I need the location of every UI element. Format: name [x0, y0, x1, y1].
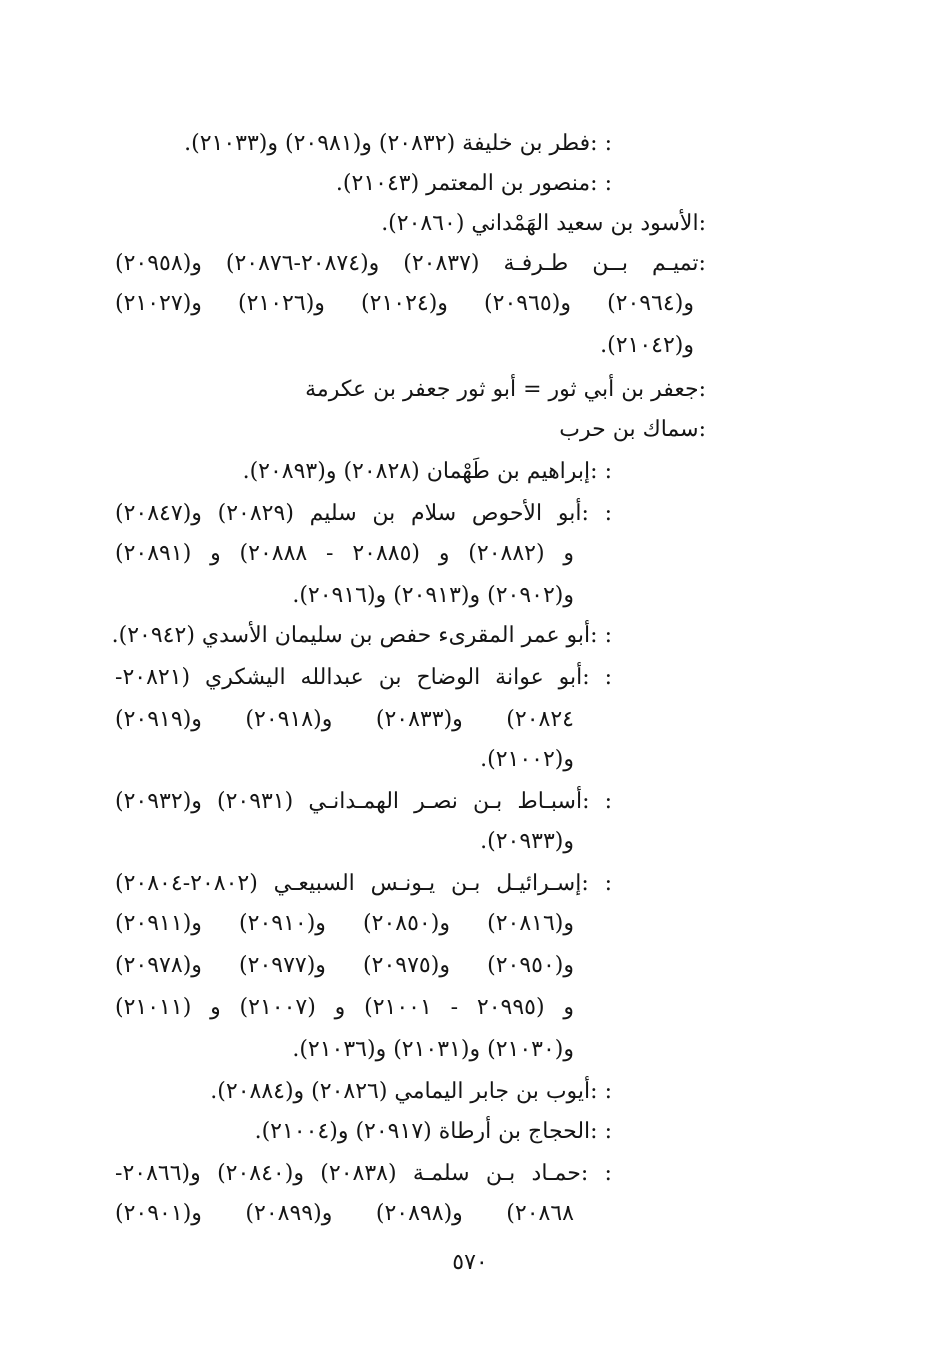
entry-marker: : : — [590, 1119, 612, 1144]
entry-marker: : : — [590, 459, 612, 484]
entry-text: حمـاد بـن سلمـة (٢٠٨٣٨) و(٢٠٨٤٠) و(٢٠٨٦٦- — [115, 1161, 581, 1186]
entry-text: و(٢٠٩٥٠) و(٢٠٩٧٥) و(٢٠٩٧٧) و(٢٠٩٧٨) — [115, 953, 574, 978]
text-line — [292, 576, 574, 616]
entry-text: و(٢٠٨١٦) و(٢٠٨٥٠) و(٢٠٩١٠) و(٢٠٩١١) — [115, 911, 574, 936]
text-line — [243, 452, 612, 492]
text-line — [559, 410, 706, 450]
entry-marker: : : — [581, 501, 612, 526]
text-line — [115, 284, 694, 324]
entry-text: سماك بن حرب — [559, 417, 699, 442]
entry-text: أسبـاط بـن نصـر الهمـدانـي (٢٠٩٣١) و(٢٠٩٣٢) — [115, 789, 583, 814]
text-line — [336, 164, 612, 204]
text-line — [381, 204, 706, 244]
entry-text: إبراهيم بن طَهْمان (٢٠٨٢٨) و(٢٠٨٩٣). — [242, 459, 591, 484]
entry-text: و(٢٠٩٣٣). — [480, 829, 574, 854]
entry-text: ٢٠٨٦٨) و(٢٠٨٩٨) و(٢٠٨٩٩) و(٢٠٩٠١) — [115, 1201, 574, 1226]
entry-text: و(٢١٠٠٢). — [480, 747, 574, 772]
entry-text: و (٢٠٨٨٢) و (٢٠٨٨٥ - ٢٠٨٨٨) و (٢٠٨٩١) — [115, 541, 575, 566]
entry-text: أيوب بن جابر اليمامي (٢٠٨٢٦) و(٢٠٨٨٤). — [210, 1079, 591, 1104]
text-line — [115, 494, 612, 534]
entry-text: فطر بن خليفة (٢٠٨٣٢) و(٢٠٩٨١) و(٢١٠٣٣). — [184, 131, 591, 156]
text-line — [115, 700, 574, 740]
text-line — [115, 534, 574, 574]
entry-text: أبو عمر المقرىء حفص بن سليمان الأسدي (٢٠٩٤٢). — [111, 623, 591, 648]
entry-marker: : — [698, 417, 706, 442]
entry-marker: : : — [580, 1161, 612, 1186]
entry-text: الحجاج بن أرطاة (٢٠٩١٧) و(٢١٠٠٤). — [254, 1119, 591, 1144]
entry-text: و(٢١٠٣٠) و(٢١٠٣١) و(٢١٠٣٦). — [292, 1037, 574, 1062]
entry-text: و (٢٠٩٩٥ - ٢١٠٠١) و (٢١٠٠٧) و (٢١٠١١) — [115, 995, 575, 1020]
entry-text: ٢٠٨٢٤) و(٢٠٨٣٣) و(٢٠٩١٨) و(٢٠٩١٩) — [115, 707, 574, 732]
text-line — [115, 244, 706, 284]
entry-marker: : : — [590, 1079, 612, 1104]
entry-text: و(٢١٠٤٢). — [600, 333, 694, 358]
entry-text: تميـم بــن طـرفـة (٢٠٨٣٧) و(٢٠٨٧٤-٢٠٨٧٦) و(٢٠٩٥٨) — [115, 251, 699, 276]
entry-text: الأسود بن سعيد الهَمْداني (٢٠٨٦٠). — [381, 211, 699, 236]
entry-text: و(٢٠٩٦٤) و(٢٠٩٦٥) و(٢١٠٢٤) و(٢١٠٢٦) و(٢١٠٢٧) — [115, 291, 694, 316]
text-line — [115, 658, 612, 698]
text-line — [115, 782, 612, 822]
text-line — [115, 946, 574, 986]
entry-text: أبو الأحوص سلام بن سليم (٢٠٨٢٩) و(٢٠٨٤٧) — [115, 501, 582, 526]
text-line — [210, 1072, 612, 1112]
entry-marker: : : — [590, 131, 612, 156]
entry-marker: : : — [581, 871, 612, 896]
text-line — [115, 988, 574, 1028]
entry-text: أبو عوانة الوضاح بن عبدالله اليشكري (٢٠٨٢١- — [115, 665, 583, 690]
text-line — [115, 904, 574, 944]
text-line — [305, 370, 706, 410]
entry-marker: : — [698, 211, 706, 236]
text-line — [184, 124, 612, 164]
text-line — [115, 864, 612, 904]
entry-text: منصور بن المعتمر (٢١٠٤٣). — [335, 171, 591, 196]
text-line — [600, 326, 694, 366]
entry-marker: : : — [590, 171, 612, 196]
entry-marker: : : — [590, 623, 612, 648]
entry-text: و(٢٠٩٠٢) و(٢٠٩١٣) و(٢٠٩١٦). — [292, 583, 574, 608]
entry-text: جعفر بن أبي ثور = أبو ثور جعفر بن عكرمة — [305, 377, 699, 402]
entry-marker: : : — [582, 789, 612, 814]
text-line — [115, 1194, 574, 1234]
text-line — [112, 616, 612, 656]
text-line — [480, 740, 574, 780]
entry-marker: : — [698, 377, 706, 402]
text-line — [480, 822, 574, 862]
text-line — [115, 1154, 612, 1194]
text-line — [292, 1030, 574, 1070]
entry-text: إسـرائيـل بـن يـونـس السبيعـي (٢٠٨٠٢-٢٠٨٠٤) — [115, 871, 582, 896]
entry-marker: : : — [582, 665, 612, 690]
text-line — [255, 1112, 612, 1152]
page-number: ٥٧٠ — [452, 1250, 488, 1275]
entry-marker: : — [698, 251, 706, 276]
